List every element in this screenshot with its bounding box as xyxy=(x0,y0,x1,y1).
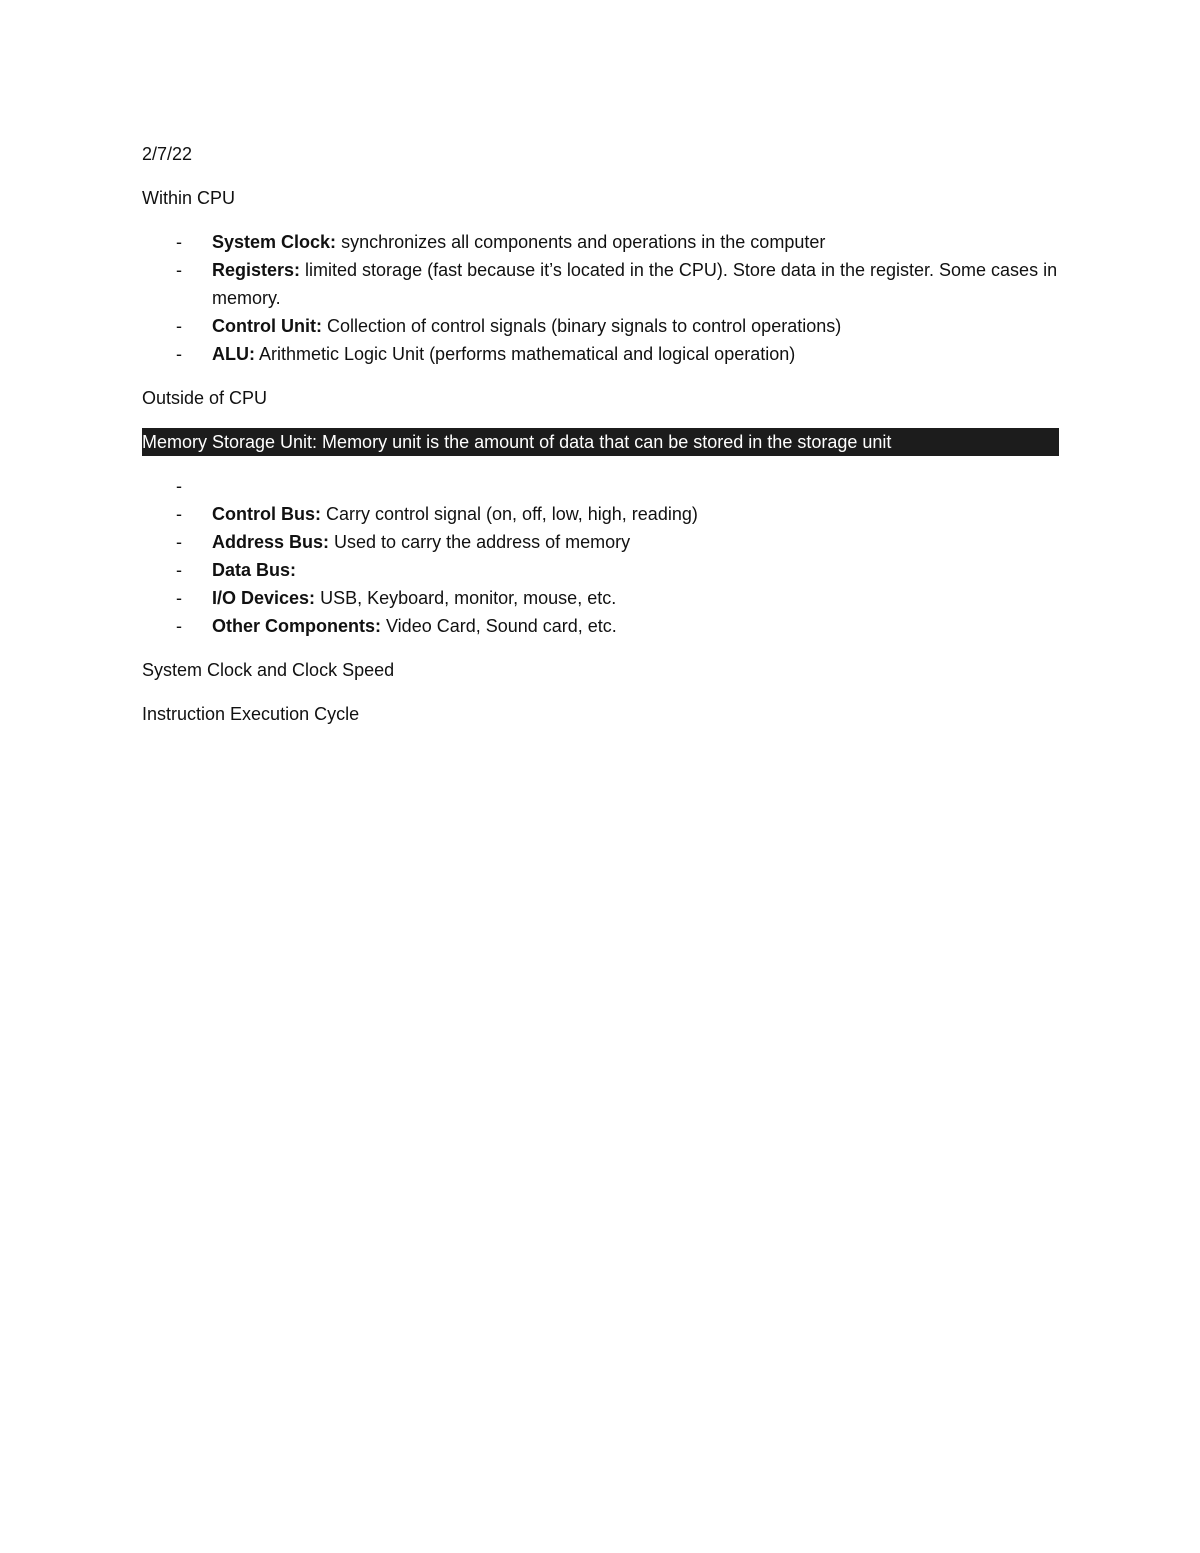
heading-instruction-execution-cycle: Instruction Execution Cycle xyxy=(142,704,360,724)
highlighted-memory-storage-unit: Memory Storage Unit: Memory unit is the amount of data that can be stored in the storage unit xyxy=(142,428,1059,456)
list-item-empty xyxy=(142,472,1062,500)
dash-bullet: - xyxy=(176,616,182,636)
heading-outside-cpu: Outside of CPU xyxy=(142,388,268,408)
term-label: ALU: xyxy=(212,344,255,364)
list-item-other-components xyxy=(142,612,1062,640)
list-item-io-devices xyxy=(142,584,1062,612)
term-description: USB, Keyboard, monitor, mouse, etc. xyxy=(315,588,617,608)
term-label: Registers: xyxy=(212,260,301,280)
term-description: Collection of control signals (binary signals to control operations) xyxy=(321,316,842,336)
term-description: limited storage (fast because it’s located in the CPU). Store data in the register. Some cases in memory. xyxy=(212,260,1058,308)
within-cpu-list xyxy=(142,228,1062,368)
term-label: I/O Devices: xyxy=(212,588,316,608)
dash-bullet: - xyxy=(176,560,182,580)
term-description: Video Card, Sound card, etc. xyxy=(381,616,617,636)
term-label: System Clock: xyxy=(212,232,337,252)
list-item-data-bus xyxy=(142,556,1062,584)
note-date: 2/7/22 xyxy=(142,144,193,164)
term-description: Arithmetic Logic Unit (performs mathematical and logical operation) xyxy=(255,344,796,364)
dash-bullet: - xyxy=(176,532,182,552)
term-description: synchronizes all components and operations in the computer xyxy=(336,232,826,252)
list-item-address-bus xyxy=(142,528,1062,556)
term-description: Used to carry the address of memory xyxy=(329,532,631,552)
dash-bullet: - xyxy=(176,588,182,608)
document-content xyxy=(142,140,1062,744)
list-item-control-unit xyxy=(142,312,1062,340)
term-label: Other Components: xyxy=(212,616,381,636)
dash-bullet: - xyxy=(176,232,182,252)
term-label: Data Bus: xyxy=(212,560,297,580)
term-description: Carry control signal (on, off, low, high, reading) xyxy=(320,504,698,524)
term-label: Control Bus: xyxy=(212,504,321,524)
list-item-registers xyxy=(142,256,1062,312)
dash-bullet: - xyxy=(176,476,182,496)
list-item-system-clock xyxy=(142,228,1062,256)
term-label: Address Bus: xyxy=(212,532,330,552)
dash-bullet: - xyxy=(176,316,182,336)
heading-system-clock-speed: System Clock and Clock Speed xyxy=(142,660,395,680)
dash-bullet: - xyxy=(176,260,182,280)
dash-bullet: - xyxy=(176,504,182,524)
outside-cpu-list xyxy=(142,472,1062,640)
list-item-alu xyxy=(142,340,1062,368)
heading-within-cpu: Within CPU xyxy=(142,188,236,208)
term-label: Control Unit: xyxy=(212,316,322,336)
list-item-control-bus xyxy=(142,500,1062,528)
dash-bullet: - xyxy=(176,344,182,364)
